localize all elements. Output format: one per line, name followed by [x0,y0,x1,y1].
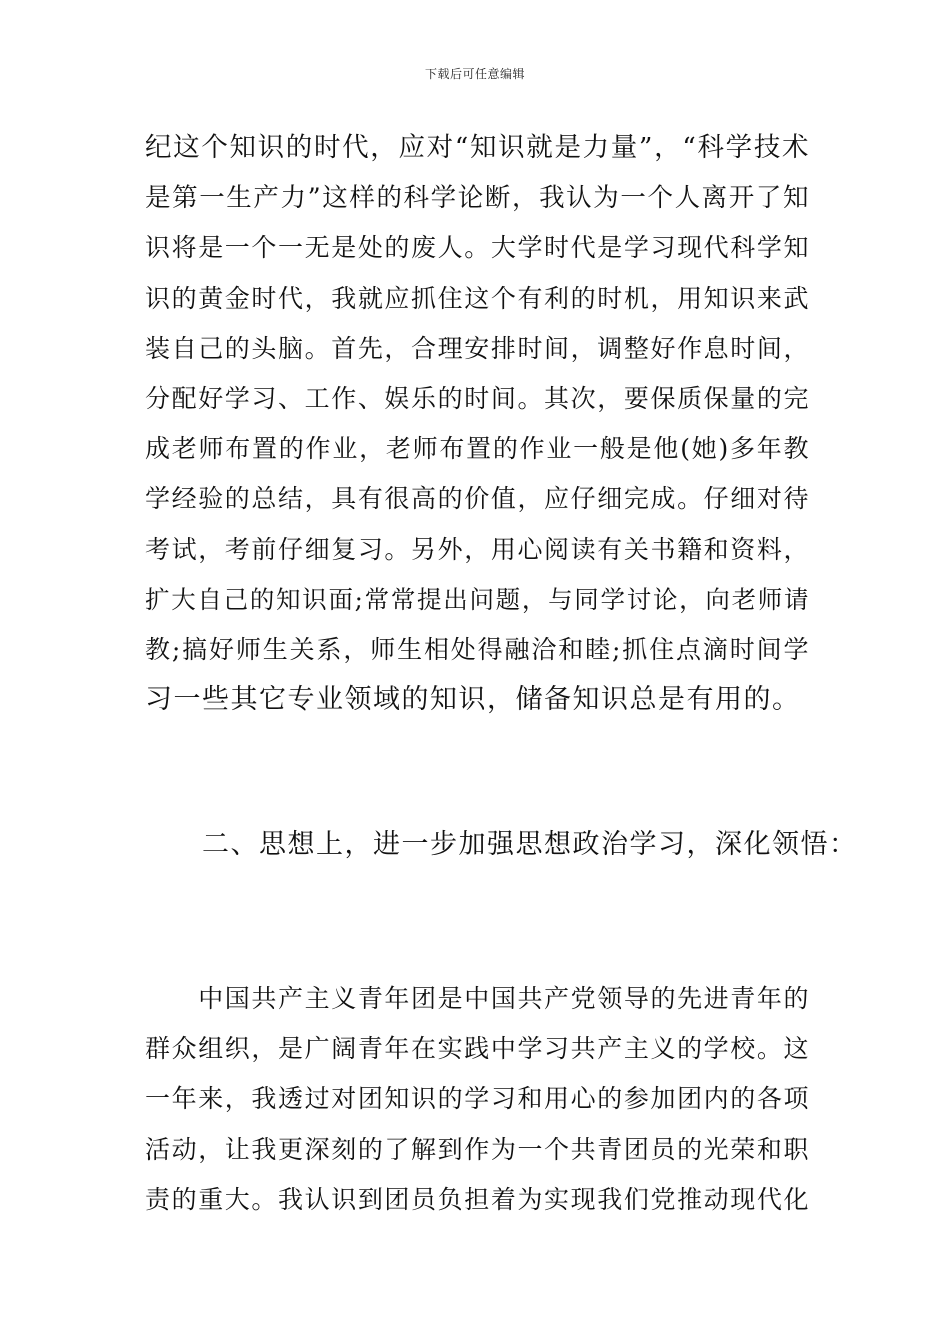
paragraph-line: 装自己的头脑。首先，合理安排时间，调整好作息时间， [145,333,810,363]
paragraph-line: 学经验的总结，具有很高的价值，应仔细完成。仔细对待 [145,484,810,514]
paragraph-line: 活动，让我更深刻的了解到作为一个共青团员的光荣和职 [145,1134,810,1164]
paragraph-line: 识将是一个一无是处的废人。大学时代是学习现代科学知 [145,233,810,263]
paragraph-line: 识的黄金时代，我就应抓住这个有利的时机，用知识来武 [145,283,810,313]
paragraph-line: 成老师布置的作业，老师布置的作业一般是他(她)多年教 [145,434,810,464]
paragraph-line: 是第一生产力”这样的科学论断，我认为一个人离开了知 [145,183,810,214]
body-paragraph-1 [145,123,810,725]
paragraph-line: 责的重大。我认识到团员负担着为实现我们党推动现代化 [145,1184,810,1214]
paragraph-line: 分配好学习、工作、娱乐的时间。其次，要保质保量的完 [145,384,810,414]
paragraph-line: 教;搞好师生关系，师生相处得融洽和睦;抓住点滴时间学 [145,635,810,665]
body-paragraph-2 [145,974,810,1225]
paragraph-line: 一年来，我透过对团知识的学习和用心的参加团内的各项 [145,1084,810,1114]
page-header: 下载后可任意编辑 [424,67,525,81]
paragraph-line: 习一些其它专业领域的知识，储备知识总是有用的。 [145,684,801,716]
paragraph-line: 纪这个知识的时代，应对“知识就是力量”，“科学技术 [145,132,810,163]
paragraph-line: 群众组织，是广阔青年在实践中学习共产主义的学校。这 [145,1034,810,1064]
paragraph-line: 中国共产主义青年团是中国共产党领导的先进青年的 [145,984,810,1013]
section-heading: 二、思想上，进一步加强思想政治学习，深化领悟： [202,829,858,860]
paragraph-line: 扩大自己的知识面;常常提出问题，与同学讨论，向老师请 [145,584,810,614]
paragraph-line: 考试，考前仔细复习。另外，用心阅读有关书籍和资料， [145,534,810,564]
